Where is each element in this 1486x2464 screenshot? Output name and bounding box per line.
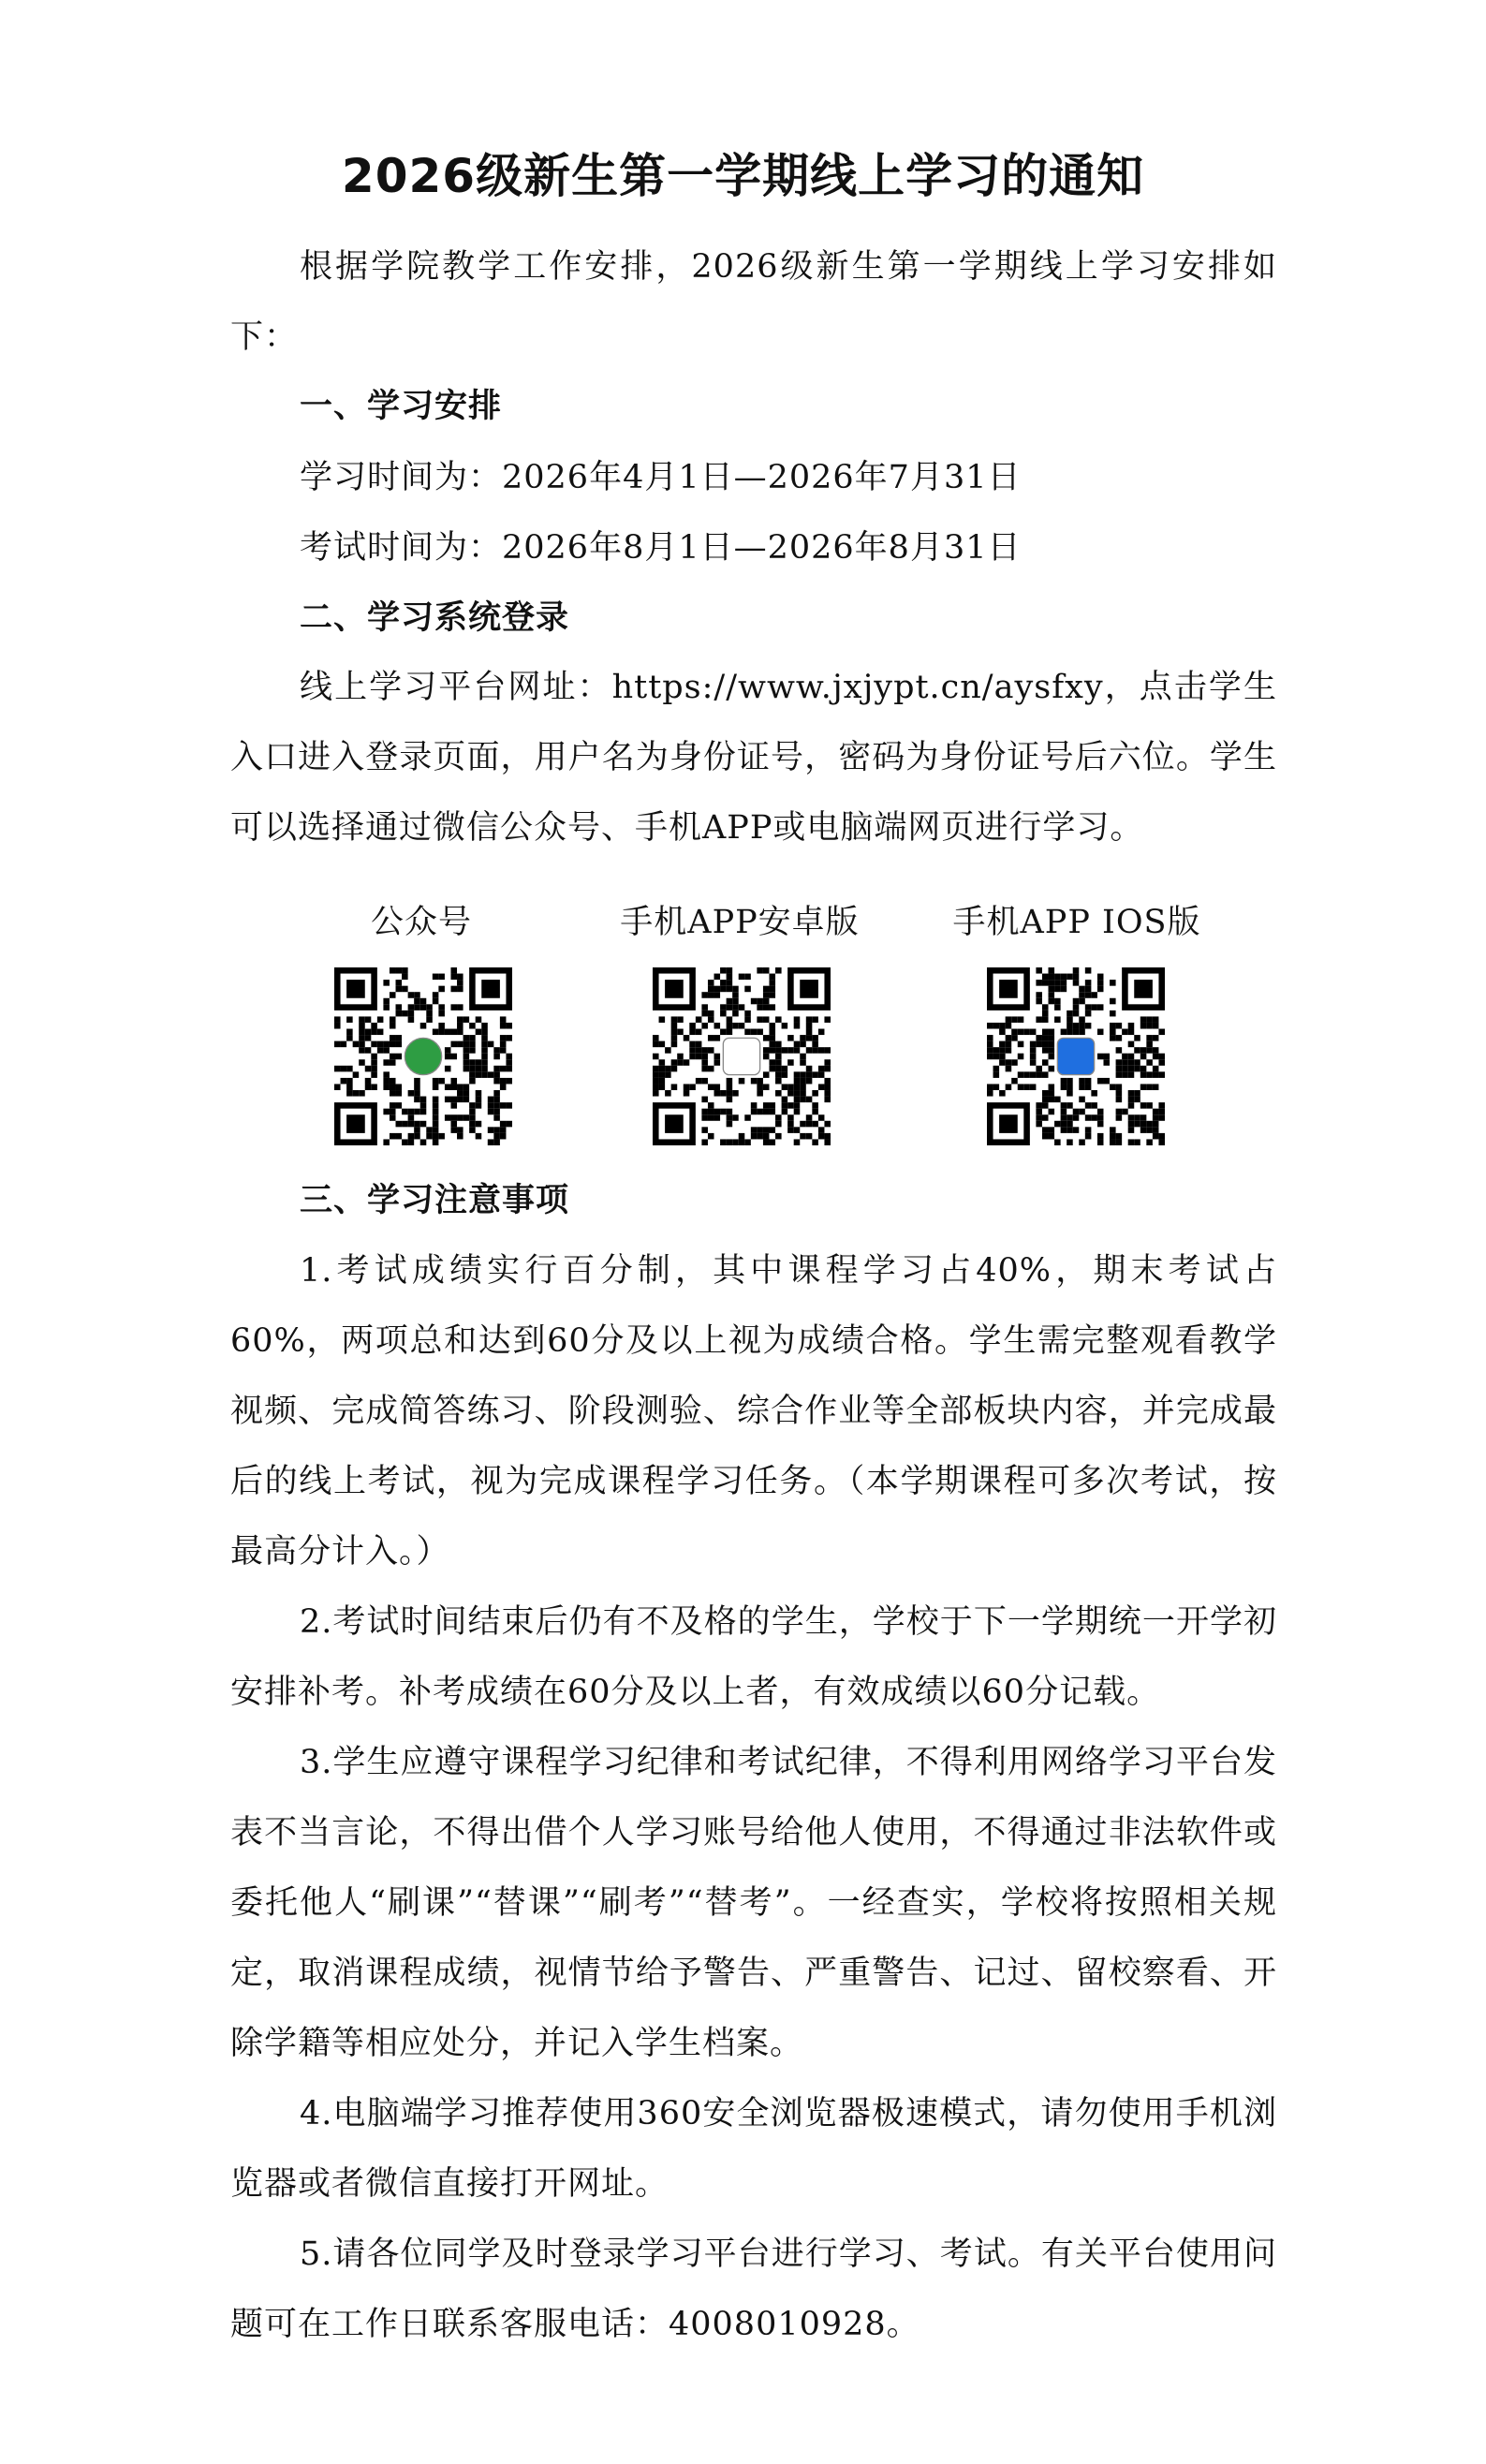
notice-item-1: 1.考试成绩实行百分制，其中课程学习占40%，期末考试占60%，两项总和达到60分及以上视为成绩合格。学生需完整观看教学视频、完成简答练习、阶段测验、综合作业等全部板块内容，并完成最后的线上考试，视为完成课程学习任务。（本学期课程可多次考试，按最高分计入。） — [230, 1252, 1277, 1571]
section1-heading: 一、学习安排 — [300, 388, 503, 425]
login-paragraph: 线上学习平台网址：https://www.jxjypt.cn/aysfxy，点击学生入口进入登录页面，用户名为身份证号，密码为身份证号后六位。学生可以选择通过微信公众号、手机APP或电脑端网页进行学习。 — [230, 669, 1277, 847]
ios-app-qr-icon[interactable] — [987, 967, 1165, 1145]
qr-label-android: 手机APP安卓版 — [620, 904, 860, 941]
section2-heading: 二、学习系统登录 — [300, 599, 570, 637]
notice-item-3: 3.学生应遵守课程学习纪律和考试纪律，不得利用网络学习平台发表不当言论，不得出借个人学习账号给他人使用，不得通过非法软件或委托他人“刷课”“替课”“刷考”“替考”。一经查实，学校将按照相关规定，取消课程成绩，视情节给予警告、严重警告、记过、留校察看、开除学籍等相应处分，并记入学生档案。 — [230, 1744, 1277, 2062]
notice-item-4: 4.电脑端学习推荐使用360安全浏览器极速模式，请勿使用手机浏览器或者微信直接打开网址。 — [230, 2095, 1277, 2203]
notice-item-2: 2.考试时间结束后仍有不及格的学生，学校于下一学期统一开学初安排补考。补考成绩在60分及以上者，有效成绩以60分记载。 — [230, 1603, 1277, 1711]
exam-time: 考试时间为：2026年8月1日—2026年8月31日 — [300, 529, 1022, 567]
wechat-official-account-qr-icon[interactable] — [334, 967, 512, 1145]
section3-heading: 三、学习注意事项 — [300, 1182, 570, 1219]
qr-label-ios: 手机APP IOS版 — [952, 904, 1201, 941]
qr-label-official-account: 公众号 — [370, 904, 472, 941]
android-app-qr-icon[interactable] — [653, 967, 831, 1145]
page-title: 2026级新生第一学期线上学习的通知 — [341, 149, 1145, 203]
intro-paragraph: 根据学院教学工作安排，2026级新生第一学期线上学习安排如下： — [230, 248, 1277, 356]
study-time: 学习时间为：2026年4月1日—2026年7月31日 — [300, 459, 1022, 496]
notice-item-5: 5.请各位同学及时登录学习平台进行学习、考试。有关平台使用问题可在工作日联系客服电话：4008010928。 — [230, 2235, 1277, 2343]
